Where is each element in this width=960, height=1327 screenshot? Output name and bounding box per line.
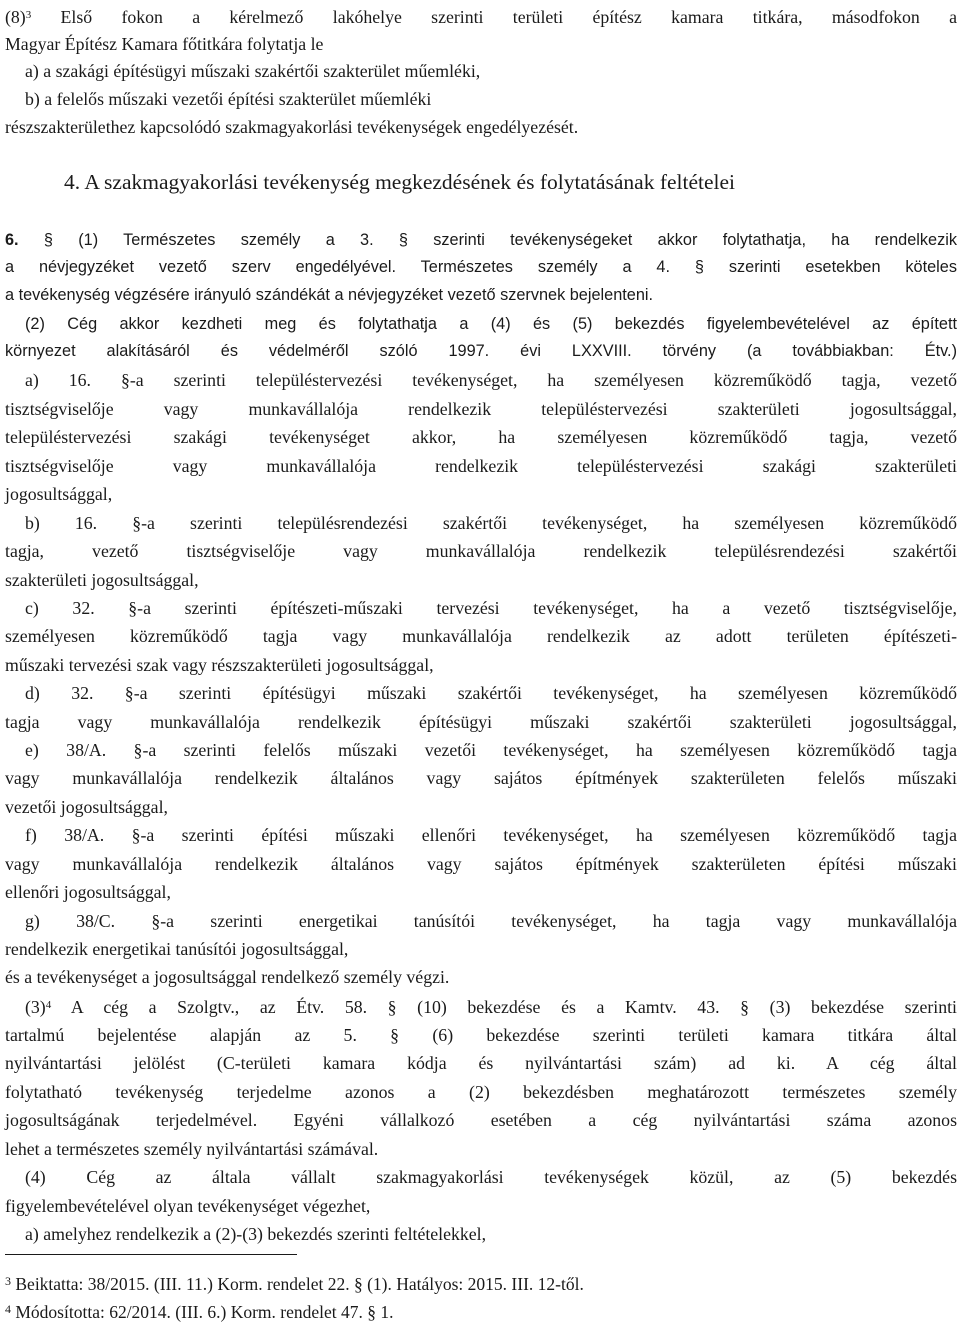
body-line: tisztségviselője vagy munkavállalója rendelkezik településtervezési szakági szakterületi bbox=[5, 456, 957, 476]
para8-line2: Magyar Építész Kamara főtitkára folytatja le bbox=[5, 34, 324, 54]
body-line: vagy munkavállalója rendelkezik általános vagy sajátos építmények szakterületen építési műszaki bbox=[5, 854, 957, 874]
body-line: jogosultsággal, bbox=[5, 484, 113, 504]
para4-line2: figyelembevételével olyan tevékenységet végezhet, bbox=[5, 1196, 371, 1216]
body-line: tagja, vezető tisztségviselője vagy munkavállalója rendelkezik településrendezési szakértői bbox=[5, 541, 957, 561]
body-line: f) 38/A. §-a szerinti építési műszaki ellenőri tevékenységet, ha személyesen közreműködő tagja bbox=[25, 825, 957, 845]
footnote-number: 3 bbox=[5, 1274, 11, 1288]
para8-line3: a) a szakági építésügyi műszaki szakértői szakterület műemléki, bbox=[25, 61, 481, 81]
para3-line6: lehet a természetes személy nyilvántartási számával. bbox=[5, 1139, 379, 1159]
body-line: településtervezési szakági tevékenységet akkor, ha személyesen közreműködő tagja, vezető bbox=[5, 427, 957, 447]
body-line: tagja vagy munkavállalója rendelkezik építésügyi műszaki szakértői szakterületi jogosultsággal, bbox=[5, 712, 957, 732]
para3-line3: nyilvántartási jelölést (C-területi kamara kódja és nyilvántartási szám) ad ki. A cég által bbox=[5, 1053, 957, 1073]
section-heading: 4. A szakmagyakorlási tevékenység megkezdésének és folytatásának feltételei bbox=[64, 170, 736, 194]
body-line: a) 16. §-a szerinti településtervezési tevékenységet, ha személyesen közreműködő tagja, vezető bbox=[25, 370, 957, 390]
body-line: e) 38/A. §-a szerinti felelős műszaki vezetői tevékenységet, ha személyesen közreműködő tagja bbox=[25, 740, 957, 760]
body-line: műszaki tervezési szak vagy részszakterületi jogosultsággal, bbox=[5, 655, 434, 675]
sec6-line3: a tevékenység végzésére irányuló szándékát a névjegyzéket vezető szervnek bejelenteni. bbox=[5, 286, 654, 304]
para3-line2: tartalmú bejelentése alapján az 5. § (6) bekezdése szerinti területi kamara titkára által bbox=[5, 1025, 957, 1045]
body-line: tisztségviselője vagy munkavállalója rendelkezik településtervezési szakterületi jogosultsággal, bbox=[5, 399, 957, 419]
body-line: szakterületi jogosultsággal, bbox=[5, 570, 199, 590]
para8-line5: részszakterülethez kapcsolódó szakmagyakorlási tevékenységek engedélyezését. bbox=[5, 117, 579, 137]
body-line: d) 32. §-a szerinti építésügyi műszaki szakértői tevékenységet, ha személyesen közreműködő bbox=[25, 683, 957, 703]
body-line: ellenőri jogosultsággal, bbox=[5, 882, 171, 902]
body-line: vezetői jogosultsággal, bbox=[5, 797, 168, 817]
body-line: és a tevékenységet a jogosultsággal rendelkező személy végzi. bbox=[5, 967, 450, 987]
body-line: (2) Cég akkor kezdheti meg és folytathatja a (4) és (5) bekezdés figyelembevételével az épített bbox=[25, 315, 957, 333]
para3-line1: $(3)^4$ A cég a Szolgtv., az Étv. 58. § (10) bekezdése és a Kamtv. 43. § (3) bekezdése szerinti bbox=[25, 997, 957, 1017]
sec6-line2: a névjegyzéket vezető szerv engedélyével. Természetes személy a 4. § szerinti esetekben köteles bbox=[5, 258, 957, 276]
body-line: b) 16. §-a szerinti településrendezési szakértői tevékenységet, ha személyesen közreműködő bbox=[25, 513, 957, 533]
para8-line4: b) a felelős műszaki vezetői építési szakterület műemléki bbox=[25, 89, 432, 109]
para8-line1: $(8)^3$ Első fokon a kérelmező lakóhelye szerinti területi építész kamara titkára, másodfokon a bbox=[5, 7, 957, 27]
footnote: $^4$ Módosította: 62/2014. (III. 6.) Korm. rendelet 47. § 1. bbox=[5, 1302, 394, 1322]
footnote-ref: 4 bbox=[45, 999, 52, 1011]
para4-line3: a) amelyhez rendelkezik a (2)-(3) bekezdés szerinti feltételekkel, bbox=[25, 1224, 487, 1244]
footnote-separator bbox=[5, 1254, 297, 1255]
body-line: környezet alakításáról és védelméről szóló 1997. évi LXXVIII. törvény (a továbbiakban: Étv.) bbox=[5, 342, 957, 360]
para-number: (8) bbox=[5, 7, 26, 27]
footnote: $^3$ Beiktatta: 38/2015. (III. 11.) Korm. rendelet 22. § (1). Hatályos: 2015. III. 12-től. bbox=[5, 1274, 584, 1294]
para4-line1: (4) Cég az általa vállalt szakmagyakorlási tevékenységek közül, az (5) bekezdés bbox=[25, 1167, 957, 1187]
para-number: (3) bbox=[25, 997, 46, 1017]
section-number: 6. bbox=[5, 231, 19, 249]
body-line: g) 38/C. §-a szerinti energetikai tanúsítói tevékenységet, ha tagja vagy munkavállalója bbox=[25, 911, 957, 931]
body-line: vagy munkavállalója rendelkezik általános vagy sajátos építmények szakterületen felelős műszaki bbox=[5, 768, 957, 788]
para3-line5: jogosultságának terjedelmével. Egyéni vállalkozó esetében a cég nyilvántartási száma azonos bbox=[5, 1110, 957, 1130]
body-line: c) 32. §-a szerinti építészeti-műszaki tervezési tevékenységet, ha a vezető tisztségviselője, bbox=[25, 598, 957, 618]
sec6-line1: 6. § (1) Természetes személy a 3. § szerinti tevékenységeket akkor folytathatja, ha rendelkezik bbox=[5, 231, 957, 249]
para3-line4: folytatható tevékenység terjedelme azonos a (2) bekezdésben meghatározott természetes személy bbox=[5, 1082, 957, 1102]
body-line: személyesen közreműködő tagja vagy munkavállalója rendelkezik az adott területen építészeti- bbox=[5, 626, 957, 646]
footnote-number: 4 bbox=[5, 1302, 11, 1316]
footnote-ref: 3 bbox=[25, 9, 32, 21]
body-line: rendelkezik energetikai tanúsítói jogosultsággal, bbox=[5, 939, 349, 959]
